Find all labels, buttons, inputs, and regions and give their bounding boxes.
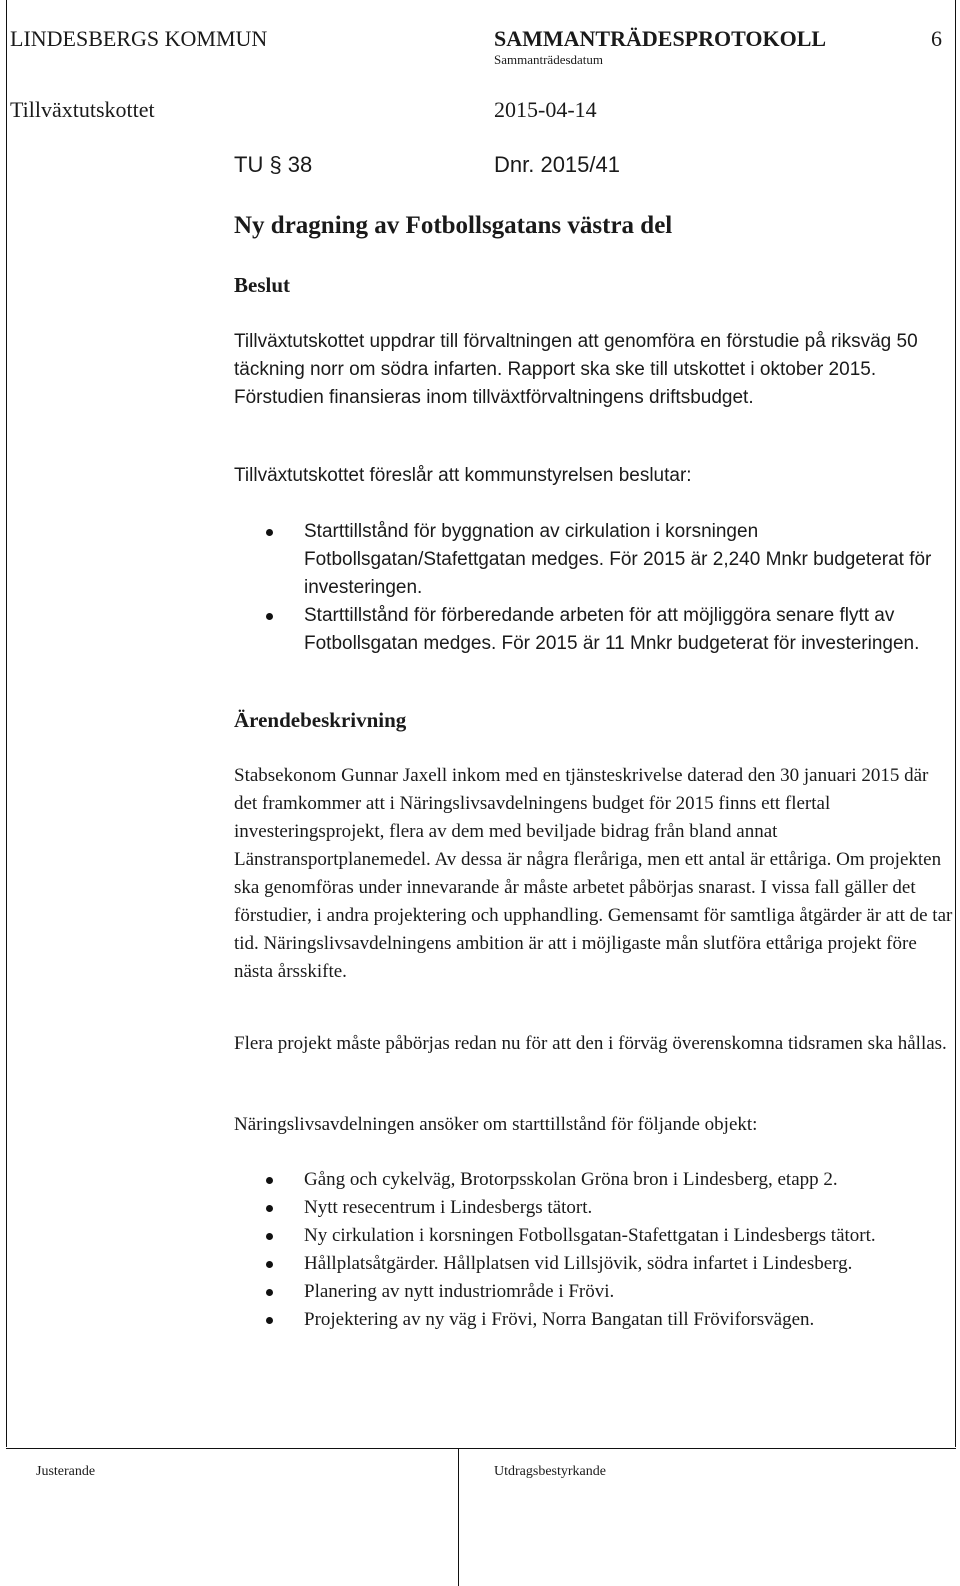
committee-name: Tillväxtutskottet: [10, 97, 155, 122]
section-reference: TU § 38: [234, 152, 313, 177]
footer-divider: [6, 1448, 956, 1449]
proposal-list: [234, 518, 954, 658]
organization-name: LINDESBERGS KOMMUN: [10, 26, 268, 51]
footer-justerande-label: Justerande: [36, 1464, 96, 1479]
proposal-item: Starttillstånd för byggnation av cirkulation i korsningen Fotbollsgatan/Stafettgatan medges. För 2015 är 2,240 Mnkr budgeterat för investeringen.: [234, 518, 954, 602]
object-item: Nytt resecentrum i Lindesbergs tätort.: [234, 1194, 954, 1222]
objects-intro: Näringslivsavdelningen ansöker om starttillstånd för följande objekt:: [234, 1114, 758, 1135]
proposal-intro: Tillväxtutskottet föreslår att kommunstyrelsen beslutar:: [234, 465, 692, 486]
object-item: Ny cirkulation i korsningen Fotbollsgatan-Stafettgatan i Lindesbergs tätort.: [234, 1222, 954, 1250]
object-item: Hållplatsåtgärder. Hållplatsen vid Lillsjövik, södra infartet i Lindesberg.: [234, 1250, 954, 1278]
right-border-line: [955, 0, 956, 1447]
objects-list: [234, 1166, 954, 1334]
arende-paragraph-1: Stabsekonom Gunnar Jaxell inkom med en tjänsteskrivelse daterad den 30 januari 2015 där det framkommer att i Näringslivsavdelningens budget för 2015 finns ett flertal investeringsprojekt, flera av dem med beviljade bidrag från bland annat Länstransportplanemedel. Av dessa är några fleråriga, men ett antal är ettåriga. Om projekten ska genomföras under innevarande år måste arbetet påbörjas snarast. I vissa fall gäller det förstudier, i andra projektering och upphandling. Gemensamt för samtliga åtgärder är att de tar tid. Näringslivsavdelningens ambition är att i möjligaste mån slutföra ettåriga projekt före nästa årsskifte.: [234, 765, 953, 982]
proposal-item: Starttillstånd för förberedande arbeten för att möjliggöra senare flytt av Fotbollsgatan medges. För 2015 är 11 Mnkr budgeterat för investeringen.: [234, 602, 954, 658]
meeting-date: 2015-04-14: [494, 97, 597, 122]
document-title: SAMMANTRÄDESPROTOKOLL: [494, 26, 827, 51]
beslut-heading: Beslut: [234, 273, 291, 297]
footer-column-divider: [458, 1448, 459, 1586]
arende-paragraph-2: Flera projekt måste påbörjas redan nu för att den i förväg överenskomna tidsramen ska hållas.: [234, 1033, 947, 1054]
object-item: Projektering av ny väg i Frövi, Norra Bangatan till Fröviforsvägen.: [234, 1306, 954, 1334]
page-number: 6: [931, 26, 942, 51]
meeting-date-label: Sammanträdesdatum: [494, 52, 604, 67]
beslut-paragraph: Tillväxtutskottet uppdrar till förvaltningen att genomföra en förstudie på riksväg 50 täckning norr om södra infarten. Rapport ska ske till utskottet i oktober 2015. Förstudien finansieras inom tillväxtförvaltningens driftsbudget.: [234, 331, 918, 408]
diary-number: Dnr. 2015/41: [494, 152, 620, 177]
arende-heading: Ärendebeskrivning: [234, 708, 407, 732]
case-heading: Ny dragning av Fotbollsgatans västra del: [234, 212, 673, 239]
left-border-line: [6, 0, 7, 1447]
footer-utdragsbestyrkande-label: Utdragsbestyrkande: [494, 1464, 606, 1479]
object-item: Planering av nytt industriområde i Frövi.: [234, 1278, 954, 1306]
object-item: Gång och cykelväg, Brotorpsskolan Gröna bron i Lindesberg, etapp 2.: [234, 1166, 954, 1194]
